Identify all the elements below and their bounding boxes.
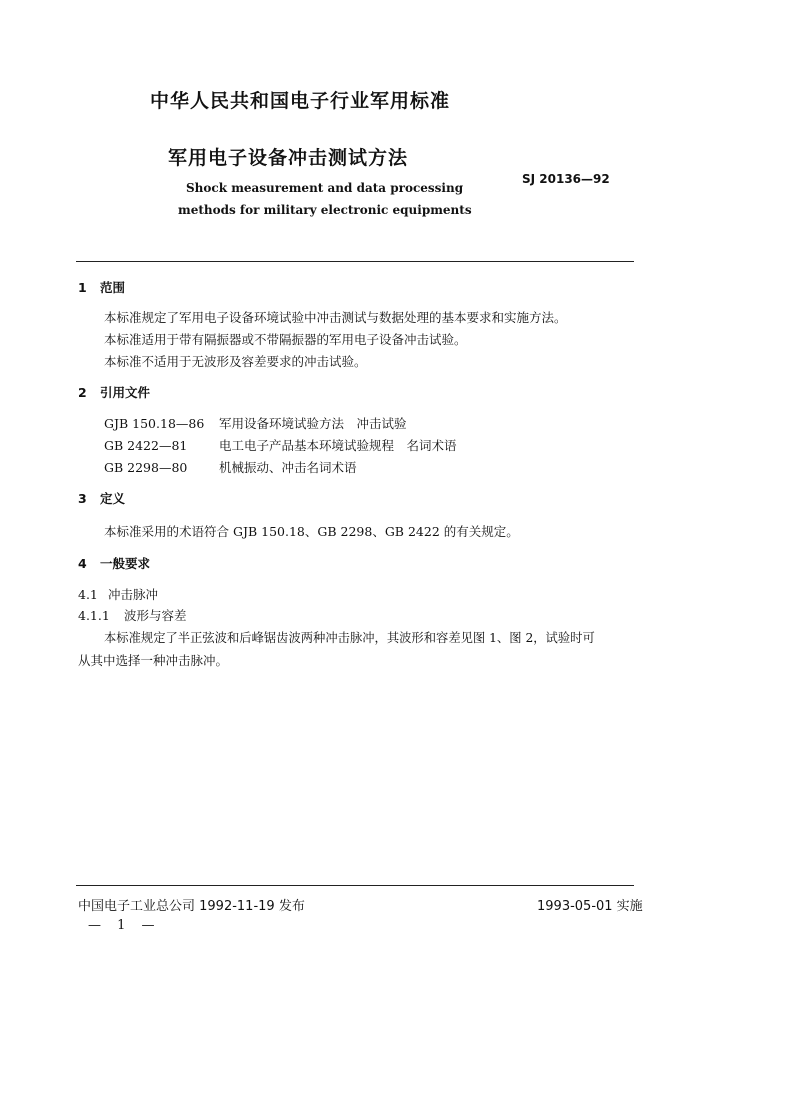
section-3-para: 本标准采用的术语符合 GJB 150.18、GB 2298、GB 2422 的有关规定。 — [104, 524, 519, 539]
section-4-number: 4 — [78, 556, 87, 571]
subsection-4-1-1-heading — [78, 606, 187, 624]
section-3-number: 3 — [78, 491, 87, 506]
section-1-title: 范围 — [100, 280, 126, 295]
standard-code: SJ 20136—92 — [522, 172, 610, 186]
standard-category: 中华人民共和国电子行业军用标准 — [150, 90, 451, 112]
section-2-number: 2 — [78, 385, 87, 400]
header-divider — [76, 261, 634, 262]
document-title: 军用电子设备冲击测试方法 — [168, 147, 409, 169]
section-1-heading — [78, 278, 125, 296]
reference-code: GB 2422—81 — [104, 438, 188, 453]
reference-item — [104, 436, 457, 454]
page-number: — 1 — — [88, 918, 161, 933]
reference-code: GJB 150.18—86 — [104, 416, 205, 431]
section-4-para-line-2: 从其中选择一种冲击脉冲。 — [78, 653, 229, 668]
english-title-line-1: Shock measurement and data processing — [186, 181, 464, 195]
section-1-para-3: 本标准不适用于无波形及容差要求的冲击试验。 — [104, 354, 367, 369]
section-1-para-2: 本标准适用于带有隔振器或不带隔振器的军用电子设备冲击试验。 — [104, 332, 467, 347]
reference-title: 军用设备环境试验方法 冲击试验 — [219, 416, 407, 431]
section-4-heading — [78, 554, 150, 572]
effective-date: 1993-05-01 实施 — [537, 899, 643, 914]
footer-divider — [76, 885, 634, 886]
reference-item — [104, 458, 357, 476]
section-1-number: 1 — [78, 280, 87, 295]
reference-title: 机械振动、冲击名词术语 — [219, 460, 357, 475]
section-2-heading — [78, 383, 150, 401]
section-3-title: 定义 — [100, 491, 126, 506]
subsection-4-1-1-title: 波形与容差 — [124, 608, 187, 623]
subsection-4-1-number: 4.1 — [78, 587, 98, 602]
reference-code: GB 2298—80 — [104, 460, 188, 475]
issue-date: 中国电子工业总公司 1992-11-19 发布 — [78, 899, 305, 914]
section-3-heading — [78, 489, 125, 507]
reference-title: 电工电子产品基本环境试验规程 名词术语 — [219, 438, 457, 453]
section-1-para-1: 本标准规定了军用电子设备环境试验中冲击测试与数据处理的基本要求和实施方法。 — [104, 310, 567, 325]
subsection-4-1-1-number: 4.1.1 — [78, 608, 110, 623]
subsection-4-1-title: 冲击脉冲 — [108, 587, 159, 602]
section-4-title: 一般要求 — [100, 556, 151, 571]
reference-item — [104, 414, 407, 432]
section-2-title: 引用文件 — [100, 385, 151, 400]
subsection-4-1-heading — [78, 585, 158, 603]
english-title-line-2: methods for military electronic equipments — [178, 203, 472, 217]
section-4-para-line-1: 本标准规定了半正弦波和后峰锯齿波两种冲击脉冲，其波形和容差见图 1、图 2，试验时可 — [104, 631, 595, 645]
